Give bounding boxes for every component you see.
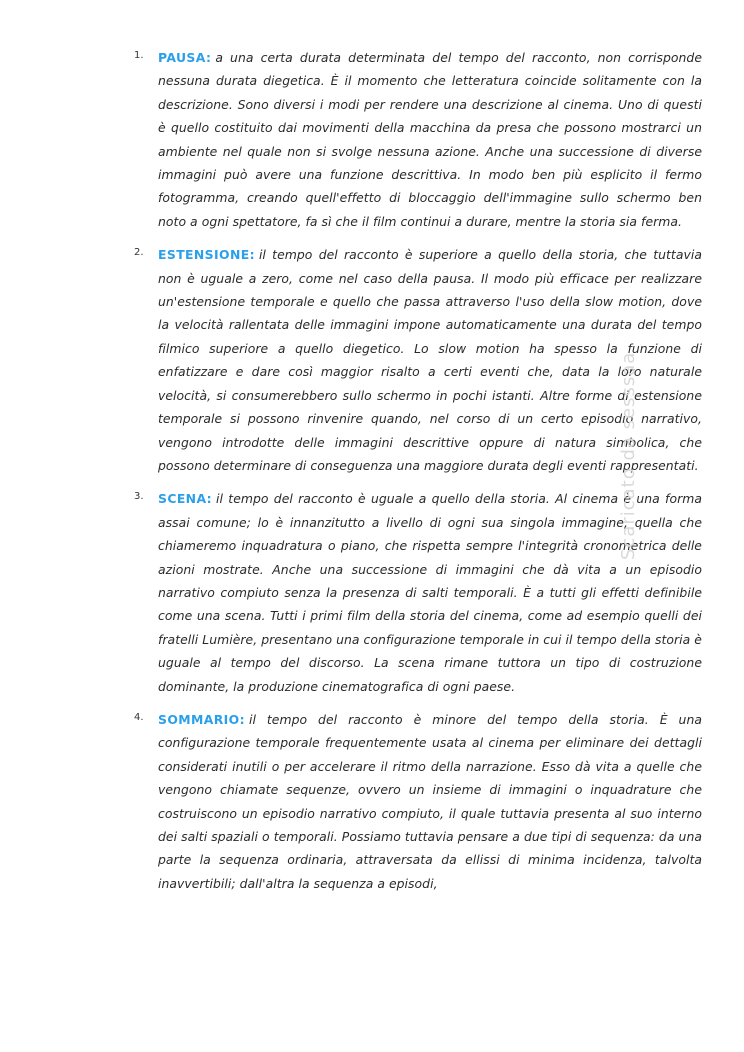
list-item [130,487,702,698]
item-paragraph [158,708,702,895]
list-item [130,708,702,895]
watermark: Scaricato da sesssaa [618,351,639,560]
item-text: il tempo del racconto è minore del tempo della storia. È una configurazione temporale frequentemente usata al cinema per eliminare dei dettagli considerati inutili o per accelerare il ritmo della narrazione. Esso dà vita a quelle che vengono chiamate sequenze, ovvero un insieme di immagini o inquadrature che costruiscono un episodio narrativo compiuto, il quale tuttavia presenta al suo interno dei salti spaziali o temporali. Possiamo tuttavia pensare a due tipi di sequenza: da una parte la sequenza ordinaria, attraversata da ellissi di minima incidenza, talvolta inavvertibili; dall'altra la sequenza a episodi, [158,711,702,891]
item-number: 3. [134,491,144,503]
item-text: a una certa durata determinata del tempo del racconto, non corrisponde nessuna durata diegetica. È il momento che letteratura coincide solitamente con la descrizione. Sono diversi i modi per rendere una descrizione al cinema. Uno di questi è quello costituito dai movimenti della macchina da presa che possono mostrarci un ambiente nel quale non si svolge nessuna azione. Anche una successione di diverse immagini può avere una funzione descrittiva. In modo ben più esplicito il fermo fotogramma, creando quell'effetto di bloccaggio dell'immagine sullo schermo ben noto a ogni spettatore, fa sì che il film continui a durare, mentre la storia sia ferma. [158,50,702,229]
item-term: SOMMARIO: [158,711,245,727]
item-term: SCENA: [158,491,213,507]
item-term: PAUSA: [158,50,212,65]
list-item [130,46,702,233]
item-term: ESTENSIONE: [158,247,255,263]
item-text: il tempo del racconto è uguale a quello della storia. Al cinema è una forma assai comune; lo è innanzitutto a livello di ogni sua singola immagine, quella che chiameremo inquadratura o piano, che rispetta sempre l'integrità cronometrica delle azioni mostrate. Anche una successione di immagini che dà vita a un episodio narrativo compiuto senza la presenza di salti temporali. È a tutti gli effetti definibile come una scena. Tutti i primi film della storia del cinema, come ad esempio quelli dei fratelli Lumière, presentano una configurazione temporale in cui il tempo della storia è uguale al tempo del discorso. La scena rimane tuttora un tipo di costruzione dominante, la produzione cinematografica di ogni paese. [158,491,702,694]
item-paragraph [158,46,702,233]
item-number: 4. [134,711,144,723]
item-number: 2. [134,247,144,259]
numbered-list [130,46,702,905]
list-item [130,243,702,477]
item-text: il tempo del racconto è superiore a quello della storia, che tuttavia non è uguale a zero, come nel caso della pausa. Il modo più efficace per realizzare un'estensione temporale e quello che passa attraverso l'uso della slow motion, dove la velocità rallentata delle immagini impone automaticamente una durata del tempo filmico superiore a quello diegetico. Lo slow motion ha spesso la funzione di enfatizzare e dare così maggior risalto a certi eventi che, data la loro naturale velocità, si consumerebbero sullo schermo in pochi istanti. Altre forme di estensione temporale si possono rinvenire quando, nel corso di un certo episodio narrativo, vengono introdotte delle immagini descrittive oppure di natura simbolica, che possono determinare di conseguenza una maggiore durata degli eventi rappresentati. [158,247,702,473]
item-number: 1. [134,50,144,61]
